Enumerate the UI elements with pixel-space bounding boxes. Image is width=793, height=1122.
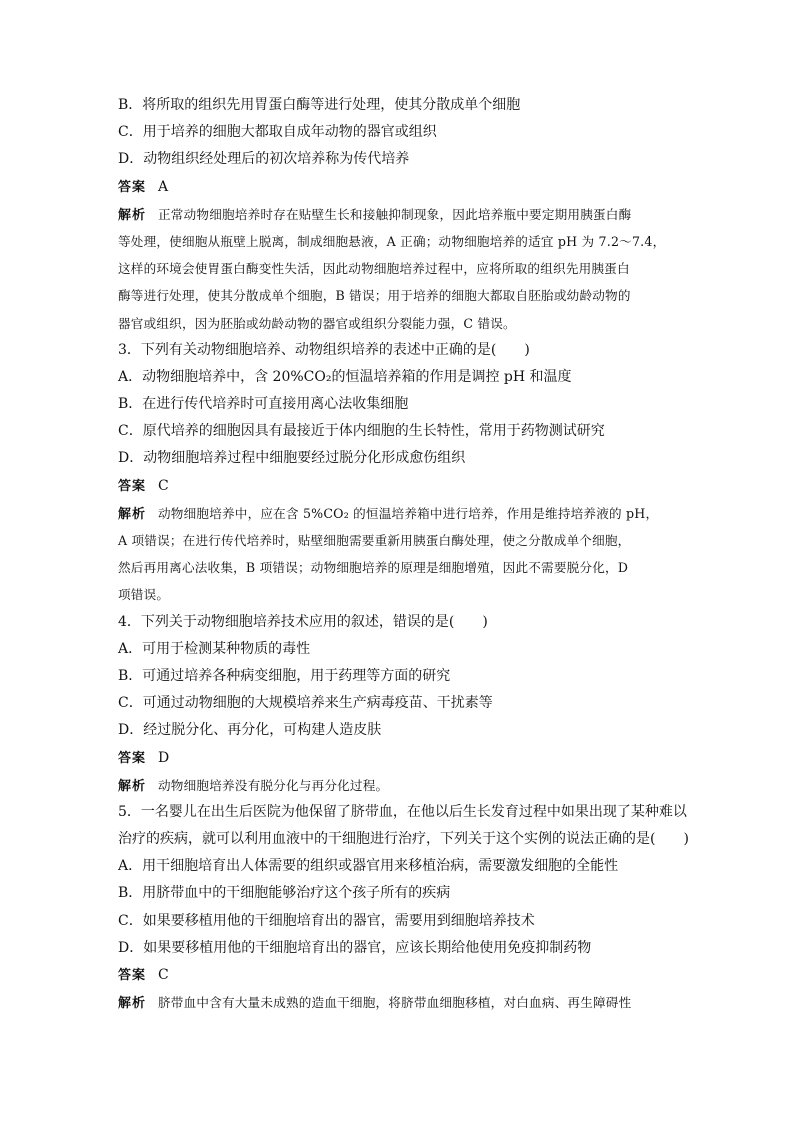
answer-label: 答案 [118,179,147,195]
prev-explanation-line-5: 器官或组织，因为胚胎或幼龄动物的器官或组织分裂能力强，C 错误。 [118,315,516,331]
explanation-text: 正常动物细胞培养时存在贴壁生长和接触抑制现象，因此培养瓶中要定期用胰蛋白酶 [158,206,632,222]
q3-option-d: D．动物细胞培养过程中细胞要经过脱分化形成愈伤组织 [118,450,466,467]
q3-explanation-line-3: 然后再用离心法收集，B 项错误；动物细胞培养的原理是细胞增殖，因此不需要脱分化，D [118,560,629,576]
explanation-text: 动物细胞培养没有脱分化与再分化过程。 [158,777,389,793]
prev-option-c: C．用于培养的细胞大都取自成年动物的器官或组织 [118,124,437,141]
explanation-label: 解析 [118,778,147,794]
answer-value: C [158,477,169,494]
q3-option-a: A．动物细胞培养中，含 20%CO₂的恒温培养箱的作用是调控 pH 和温度 [118,368,572,385]
q4-stem: 4．下列关于动物细胞培养技术应用的叙述，错误的是( ) [118,613,488,630]
explanation-text: 动物细胞培养中，应在含 5%CO₂ 的恒温培养箱中进行培养，作用是维持培养液的 pH， [158,505,659,521]
prev-explanation-line-3: 这样的环境会使胃蛋白酶变性失活，因此动物细胞培养过程中，应将所取的组织先用胰蛋白 [118,261,630,277]
prev-answer [118,174,680,201]
answer-label: 答案 [118,968,147,983]
document-page [118,92,689,1016]
q5-stem-line-1: 5．一名婴儿在出生后医院为他保留了脐带血，在他以后生长发育过程中如果出现了某种难以 [118,803,687,820]
prev-option-b: B．将所取的组织先用胃蛋白酶等进行处理，使其分散成单个细胞 [118,97,521,113]
q5-option-a: A．用干细胞培育出人体需要的组织或器官用来移植治病，需要激发细胞的全能性 [118,858,619,875]
answer-label: 答案 [118,478,147,494]
q4-answer [118,745,680,772]
q5-option-c: C．如果要移植用他的干细胞培育出的器官，需要用到细胞培养技术 [118,912,535,929]
prev-explanation-line-2: 等处理，使细胞从瓶壁上脱离，制成细胞悬液，A 正确；动物细胞培养的适宜 pH 为 7.2～7.4， [118,233,666,249]
explanation-label: 解析 [118,207,147,223]
q4-option-c: C．可通过动物细胞的大规模培养来生产病毒疫苗、干扰素等 [118,695,493,712]
q3-explanation-line-1 [118,500,680,527]
prev-option-d: D．动物组织经处理后的初次培养称为传代培养 [118,151,410,168]
answer-value: D [158,749,170,766]
explanation-text: 脐带血中含有大量未成熟的造血干细胞，将脐带血细胞移植，对白血病、再生障碍性 [158,995,632,1011]
q4-explanation-line-1 [118,772,680,799]
q5-answer [118,962,680,989]
q4-option-d: D．经过脱分化、再分化，可构建人造皮肤 [118,722,382,739]
q3-explanation-line-4: 项错误。 [118,587,170,603]
q3-explanation-line-2: A 项错误；在进行传代培养时，贴壁细胞需要重新用胰蛋白酶处理，使之分散成单个细胞， [118,533,631,548]
q5-stem-line-2: 治疗的疾病，就可以利用血液中的干细胞进行治疗，下列关于这个实例的说法正确的是( ) [118,831,689,848]
answer-value: C [158,967,169,983]
q5-explanation-line-1 [118,989,680,1016]
q5-option-b: B．用脐带血中的干细胞能够治疗这个孩子所有的疾病 [118,885,451,902]
prev-explanation-line-4: 酶等进行处理，使其分散成单个细胞，B 错误；用于培养的细胞大都取自胚胎或幼龄动物的 [118,288,631,304]
prev-explanation-line-1 [118,201,680,228]
q3-stem: 3．下列有关动物细胞培养、动物组织培养的表述中正确的是( ) [118,341,530,358]
q4-option-a: A．可用于检测某种物质的毒性 [118,640,311,657]
explanation-label: 解析 [118,506,147,522]
answer-label: 答案 [118,750,147,766]
q4-option-b: B．可通过培养各种病变细胞，用于药理等方面的研究 [118,667,451,684]
q3-option-b: B．在进行传代培养时可直接用离心法收集细胞 [118,396,409,413]
q3-option-c: C．原代培养的细胞因具有最接近于体内细胞的生长特性，常用于药物测试研究 [118,423,605,440]
answer-value: A [158,178,169,195]
explanation-label: 解析 [118,996,147,1012]
q5-option-d: D．如果要移植用他的干细胞培育出的器官，应该长期给他使用免疫抑制药物 [118,939,592,956]
q3-answer [118,473,680,500]
